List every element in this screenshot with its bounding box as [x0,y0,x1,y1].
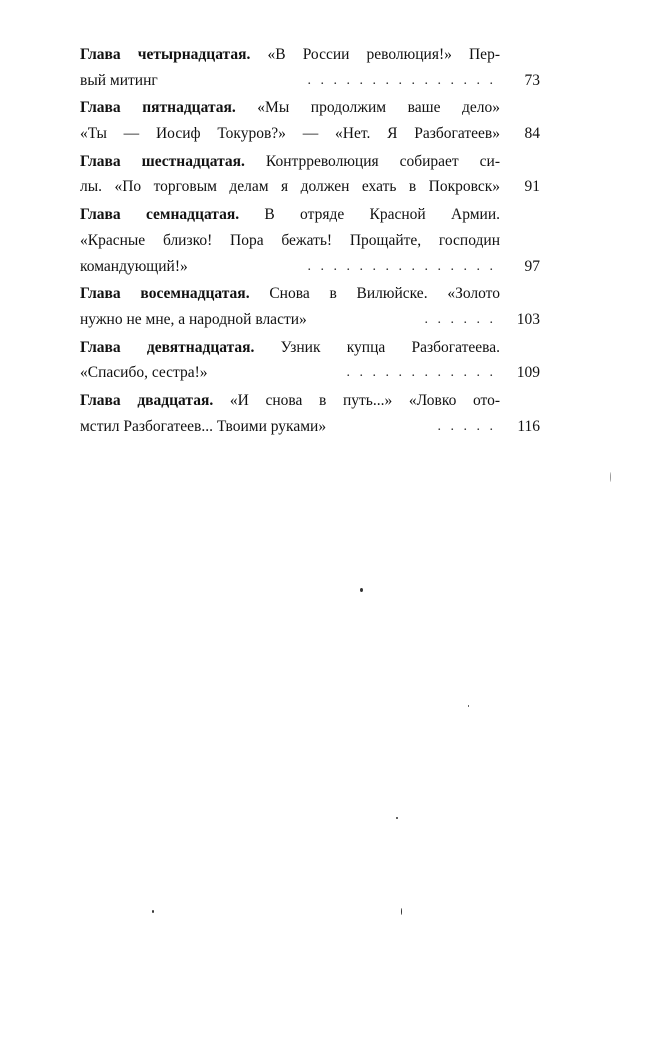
page-number: 116 [517,417,540,435]
toc-line [80,281,540,307]
toc-line-text [80,335,500,361]
page-number: 109 [516,364,540,382]
chapter-title: командующий!» [80,257,188,275]
scan-speck [610,472,611,482]
toc-line [80,42,540,68]
scan-speck [152,910,154,913]
toc-line-text [80,149,500,175]
chapter-title: Контрреволюция собирает си- [244,152,500,170]
toc-line [80,307,540,333]
chapter-title: «В России революция!» Пер- [250,46,500,63]
toc-entry-chapter-20 [80,388,540,439]
page-number: 91 [524,178,540,196]
toc-line [80,202,540,228]
toc-line-text [80,42,500,68]
dot-leader: . . . . . . . . . . . . [346,365,496,381]
chapter-title: лы. «По торговым делам я должен ехать в Покровск» [80,178,500,196]
toc-line [80,174,540,200]
toc-entry-chapter-19 [80,335,540,386]
chapter-heading: Глава двадцатая. [80,391,214,409]
dot-leader: . . . . . [437,418,496,434]
chapter-heading: Глава семнадцатая. [80,206,240,224]
toc-line [80,68,540,94]
scan-speck [360,588,363,592]
chapter-title: Узник купца Разбогатеева. [254,338,500,356]
toc-entry-chapter-16 [80,149,540,200]
chapter-title: «И снова в путь...» «Ловко ото- [213,391,500,409]
chapter-heading: Глава четырнадцатая. [80,46,251,63]
toc-line [80,360,540,386]
toc-line-text [80,281,500,307]
toc-entry-chapter-14 [80,42,540,93]
toc-line [80,95,540,121]
chapter-heading: Глава шестнадцатая. [80,152,245,170]
toc-entry-chapter-18 [80,281,540,332]
chapter-title: «Спасибо, сестра!» [80,364,208,382]
chapter-title: вый митинг [80,71,158,89]
chapter-title: «Красные близко! Пора бежать! Прощайте, господин [80,231,500,249]
toc-line [80,414,540,440]
toc-entry-chapter-17 [80,202,540,279]
toc-line [80,254,540,280]
toc-line [80,335,540,361]
page-number: 84 [524,125,540,143]
chapter-heading: Глава пятнадцатая. [80,99,236,117]
page-number: 73 [524,71,540,89]
chapter-heading: Глава девятнадцатая. [80,338,255,356]
chapter-title: «Ты — Иосиф Токуров?» — «Нет. Я Разбогатеев» [80,125,500,143]
chapter-title: «Мы продолжим ваше дело» [235,99,500,117]
scan-speck [468,705,469,707]
toc-line-text [80,95,500,121]
chapter-title: В отряде Красной Армии. [239,206,500,224]
dot-leader: . . . . . . . . . . . . . . . [307,72,496,88]
table-of-contents [80,42,540,441]
toc-line [80,388,540,414]
page-number: 97 [524,257,540,275]
toc-line [80,121,540,147]
chapter-heading: Глава восемнадцатая. [80,285,250,303]
page-number: 103 [516,310,540,328]
chapter-title: мстил Разбогатеев... Твоими руками» [80,417,327,435]
toc-line-text [80,388,500,414]
toc-line-text [80,202,500,228]
dot-leader: . . . . . . [424,311,496,327]
chapter-title: Снова в Вилюйске. «Золото [249,285,500,303]
toc-line [80,149,540,175]
toc-line [80,228,540,254]
dot-leader: . . . . . . . . . . . . . . . [307,258,496,274]
scan-speck [396,817,398,819]
toc-entry-chapter-15 [80,95,540,146]
chapter-title: нужно не мне, а народной власти» [80,310,307,328]
scan-speck [401,908,402,915]
